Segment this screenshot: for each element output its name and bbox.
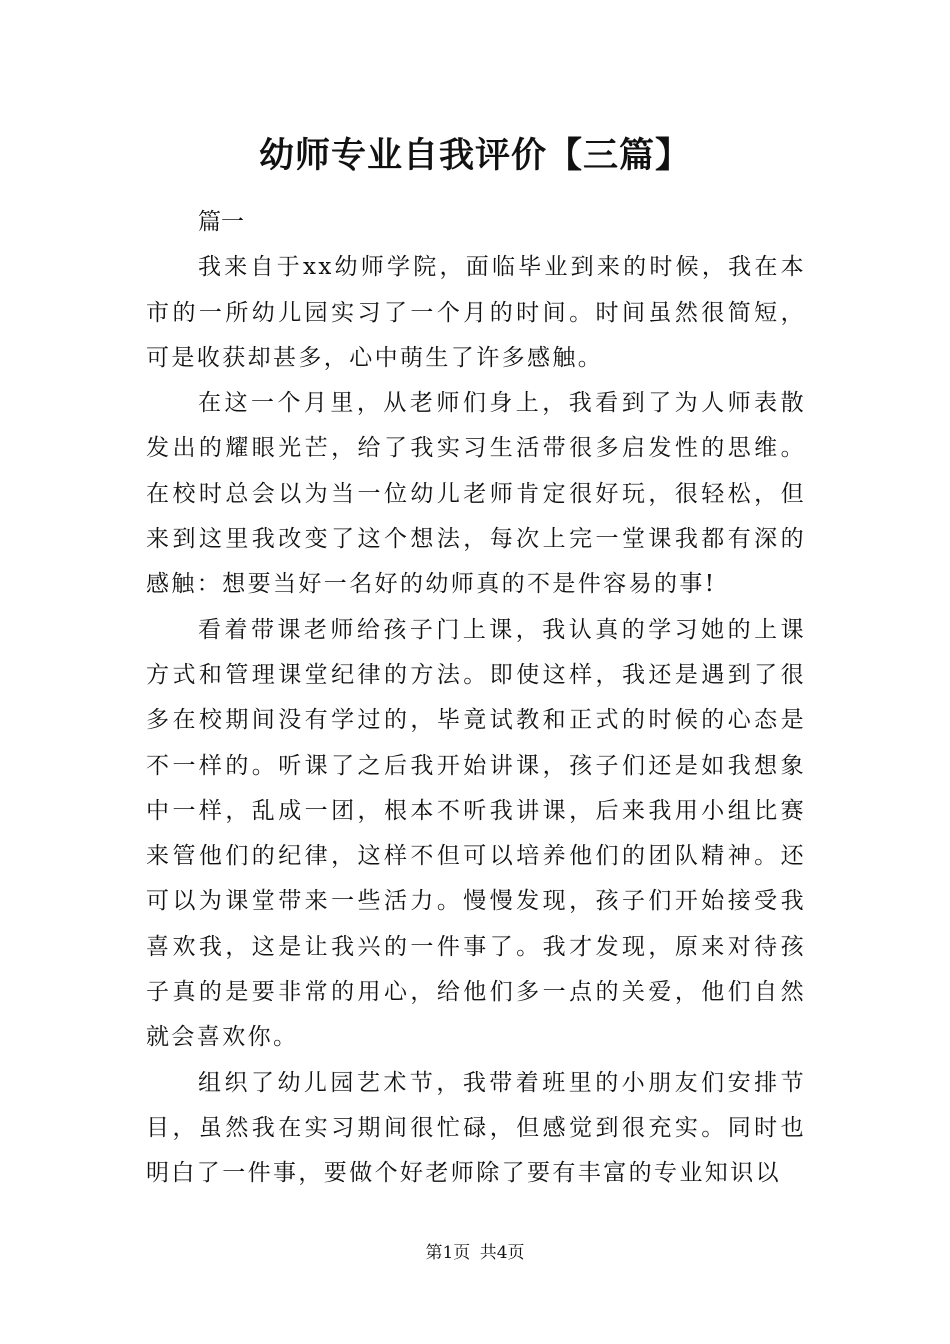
section-heading: 篇一 (198, 209, 244, 235)
paragraph-4: 组织了幼儿园艺术节，我带着班里的小朋友们安排节目，虽然我在实习期间很忙碌，但感觉到很充实。同时也明白了一件事，要做个好老师除了要有丰富的专业知识以 (146, 1069, 806, 1187)
paragraph-2: 在这一个月里，从老师们身上，我看到了为人师表散发出的耀眼光芒，给了我实习生活带很多启发性的思维。在校时总会以为当一位幼儿老师肯定很好玩，很轻松，但来到这里我改变了这个想法，每次上完一堂课我都有深的感触：想要当好一名好的幼师真的不是件容易的事! (146, 390, 806, 598)
page-total: 共4页 (479, 1243, 525, 1263)
document-title: 幼师专业自我评价【三篇】 (258, 135, 691, 176)
page-number: 第1页 (425, 1243, 471, 1263)
paragraph-3: 看着带课老师给孩子门上课，我认真的学习她的上课方式和管理课堂纪律的方法。即使这样，我还是遇到了很多在校期间没有学过的，毕竟试教和正式的时候的心态是不一样的。听课了之后我开始讲课，孩子们还是如我想象中一样，乱成一团，根本不听我讲课，后来我用小组比赛来管他们的纪律，这样不但可以培养他们的团队精神。还可以为课堂带来一些活力。慢慢发现，孩子们开始接受我喜欢我，这是让我兴的一件事了。我才发现，原来对待孩子真的是要非常的用心，给他们多一点的关爱，他们自然就会喜欢你。 (146, 616, 806, 1051)
document-body (146, 200, 806, 1197)
page-footer (0, 1240, 950, 1266)
paragraph-1: 我来自于xx幼师学院，面临毕业到来的时候，我在本市的一所幼儿园实习了一个月的时间。时间虽然很简短，可是收获却甚多，心中萌生了许多感触。 (146, 254, 806, 371)
